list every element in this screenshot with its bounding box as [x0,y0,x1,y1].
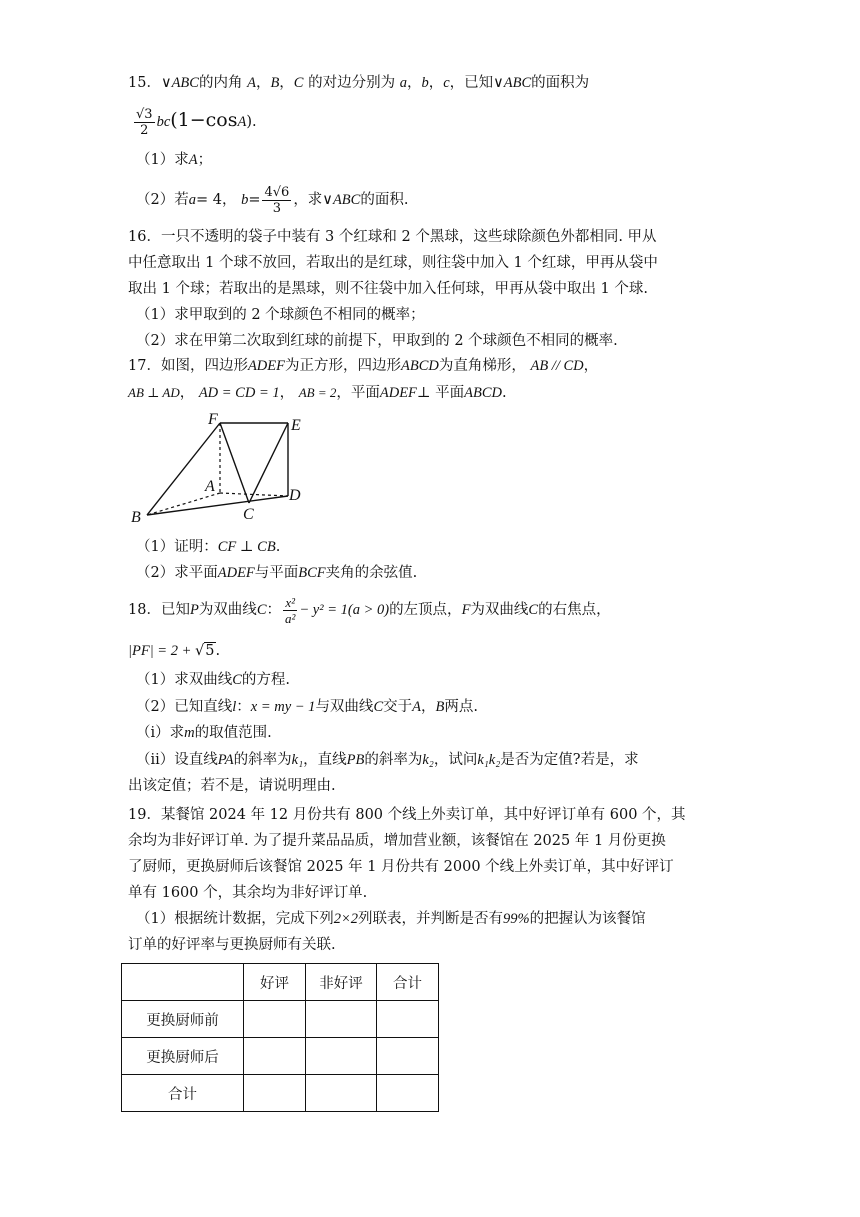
q19-part-1-cont: 订单的好评率与更换厨师有关联. [128,937,336,953]
label-A: A [205,478,215,495]
sqrt3-over-2: $\frac{√3}{2}$ [136,106,153,138]
q19-line-2: 余均为非好评订单. 为了提升菜品品质，增加营业额，该餐馆在 2025 年 1 月份更换 [128,833,666,849]
label-D: D [289,487,301,504]
table-row-label: 更换厨师前 [122,1001,244,1038]
q15-line-1: 15．∨ABC的内角 A，B，C 的对边分别为 a，b，c，已知∨ABC的面积为 [128,75,590,91]
label-B: B [131,509,141,526]
table-cell[interactable] [244,1038,306,1075]
table-cell[interactable] [377,1001,439,1038]
table-row [122,1038,439,1075]
q15-area-formula: $\frac{√3}{2}$ bc(1−cosA). [136,106,257,138]
table-row-label: 更换厨师后 [122,1038,244,1075]
q18-line-1: 18．已知P为双曲线C： $\frac{\text{x²}}{\text{a²}}$ − y² = 1(a > 0)的左顶点，F为双曲线C的右焦点， [128,594,611,626]
q18-part-2-ii: （ii）设直线PA的斜率为k₁，直线PB的斜率为k₂，试问k₁k₂是否为定值?若是，求 [136,752,639,768]
table-row [122,1075,439,1112]
q18-part-2: （2）已知直线l：x = my − 1与双曲线C交于A，B两点. [136,699,478,715]
table-header-cell [122,964,244,1001]
table-cell[interactable] [377,1038,439,1075]
q18-part-2-i: （i）求m的取值范围. [136,725,272,741]
contingency-table [121,963,439,1112]
table-row [122,1001,439,1038]
q15-part-1: （1）求A； [136,152,213,168]
q16-part-1: （1）求甲取到的 2 个球颜色不相同的概率； [136,307,425,323]
q16-line-2: 中任意取出 1 个球不放回，若取出的是红球，则往袋中加入 1 个红球，甲再从袋中 [128,255,658,271]
table-header-row [122,964,439,1001]
table-row-label: 合计 [122,1075,244,1112]
table-cell[interactable] [306,1075,377,1112]
table-cell[interactable] [306,1001,377,1038]
edge-BD [147,496,288,515]
label-C: C [243,506,254,523]
table-cell[interactable] [244,1075,306,1112]
q19-line-1: 19．某餐馆 2024 年 12 月份共有 800 个线上外卖订单，其中好评订单有 600 个，其 [128,807,686,823]
q19-line-4: 单有 1600 个，其余均为非好评订单. [128,885,368,901]
table-cell[interactable] [244,1001,306,1038]
q17-part-1: （1）证明：CF ⊥ CB. [136,539,281,555]
q17-figure [125,408,325,526]
q16-part-2: （2）求在甲第二次取到红球的前提下，甲取到的 2 个球颜色不相同的概率. [136,333,618,349]
q16-line-1: 16．一只不透明的袋子中装有 3 个红球和 2 个黑球，这些球除颜色外都相同. 甲从 [128,229,657,245]
q18-line-2: |PF| = 2 + √5. [128,643,221,659]
b-fraction: $\frac{4√6}{3}$ [264,184,290,216]
q19-part-1: （1）根据统计数据，完成下列2×2列联表，并判断是否有99%的把握认为该餐馆 [136,911,646,927]
table-header-cell: 非好评 [306,964,377,1001]
q18-part-2-ii-cont: 出该定值；若不是，请说明理由. [128,778,336,794]
edge-FC [220,423,249,503]
q18-part-1: （1）求双曲线C的方程. [136,672,291,688]
q15-part-2: （2）若a= 4， b= $\frac{4√6}{3}$ ，求∨ABC的面积. [136,184,409,216]
edge-CE [249,423,288,503]
table-header-cell: 合计 [377,964,439,1001]
label-E: E [291,417,301,434]
edge-FB [147,423,220,515]
table-cell[interactable] [306,1038,377,1075]
x2-over-a2: $\frac{\text{x²}}{\text{a²}}$ [284,594,296,626]
label-F: F [208,411,218,428]
table-cell[interactable] [377,1075,439,1112]
table-header-cell: 好评 [244,964,306,1001]
q17-line-2: AB ⊥ AD， AD = CD = 1， AB = 2，平面ADEF⊥ 平面ABCD. [128,385,507,401]
q17-part-2: （2）求平面ADEF与平面BCF夹角的余弦值. [136,565,418,581]
q19-line-3: 了厨师，更换厨师后该餐馆 2025 年 1 月份共有 2000 个线上外卖订单，其中好评订 [128,859,674,875]
q17-line-1: 17．如图，四边形ADEF为正方形，四边形ABCD为直角梯形， AB // CD， [128,358,599,374]
q16-line-3: 取出 1 个球；若取出的是黑球，则不往袋中加入任何球，甲再从袋中取出 1 个球. [128,281,648,297]
edge-AB-hidden [147,493,220,515]
